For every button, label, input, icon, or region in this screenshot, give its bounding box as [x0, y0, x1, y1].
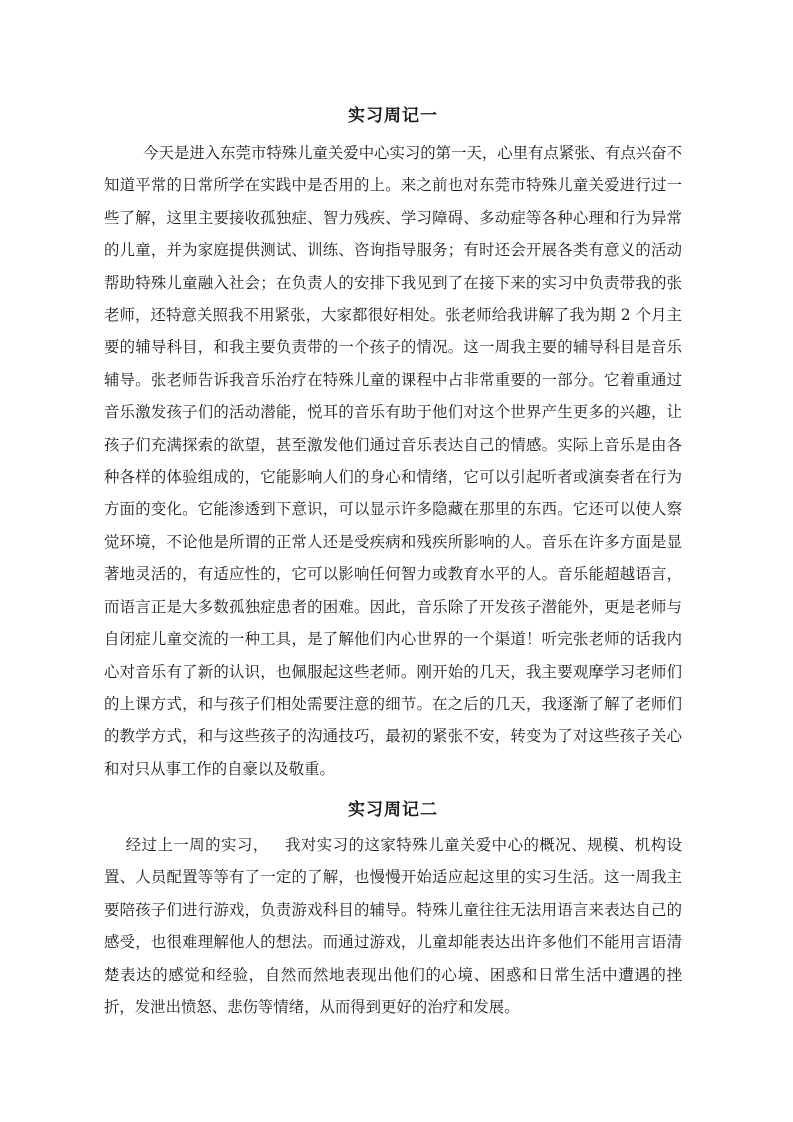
section-body-week-1: 今天是进入东莞市特殊儿童关爱中心实习的第一天，心里有点紧张、有点兴奋不知道平常的日常所学在实践中是否用的上。来之前也对东莞市特殊儿童关爱进行过一些了解，这里主要接收孤独症、智力残疾、学习障碍、多动症等各种心理和行为异常的儿童，并为家庭提供测试、训练、咨询指导服务；有时还会开展各类有意义的活动帮助特殊儿童融入社会；在负责人的安排下我见到了在接下来的实习中负责带我的张老师，还特意关照我不用紧张，大家都很好相处。张老师给我讲解了我为期 2 个月主要的辅导科目，和我主要负责带的一个孩子的情况。这一周我主要的辅导科目是音乐辅导。张老师告诉我音乐治疗在特殊儿童的课程中占非常重要的一部分。它着重通过音乐激发孩子们的活动潜能，悦耳的音乐有助于他们对这个世界产生更多的兴趣，让孩子们充满探索的欲望，甚至激发他们通过音乐表达自己的情感。实际上音乐是由各种各样的体验组成的，它能影响人们的身心和情绪，它可以引起听者或演奏者在行为方面的变化。它能渗透到下意识，可以显示许多隐藏在那里的东西。它还可以使人察觉环境，不论他是所谓的正常人还是受疾病和残疾所影响的人。音乐在许多方面是显著地灵活的，有适应性的，它可以影响任何智力或教育水平的人。音乐能超越语言，而语言正是大多数孤独症患者的困难。因此，音乐除了开发孩子潜能外，更是老师与自闭症儿童交流的一种工具，是了解他们内心世界的一个渠道！听完张老师的话我内心对音乐有了新的认识，也佩服起这些老师。刚开始的几天，我主要观摩学习老师们的上课方式，和与孩子们相处需要注意的细节。在之后的几天，我逐渐了解了老师们的教学方式，和与这些孩子的沟通技巧，最初的紧张不安，转变为了对这些孩子关心和对只从事工作的自豪以及敬重。: [104, 144, 682, 778]
document-page: [104, 0, 682, 1122]
section-body-week-2: 经过上一周的实习， 我对实习的这家特殊儿童关爱中心的概况、规模、机构设置、人员配置等等有了一定的了解，也慢慢开始适应起这里的实习生活。这一周我主要陪孩子们进行游戏，负责游戏科目的辅导。特殊儿童往往无法用语言来表达自己的感受，也很难理解他人的想法。而通过游戏，儿童却能表达出许多他们不能用言语清楚表达的感觉和经验，自然而然地表现出他们的心境、困惑和日常生活中遭遇的挫折，发泄出愤怒、悲伤等情绪，从而得到更好的治疗和发展。: [104, 836, 682, 1017]
section-title-week-1: 实习周记一: [348, 106, 438, 126]
section-title-week-2: 实习周记二: [348, 800, 438, 820]
